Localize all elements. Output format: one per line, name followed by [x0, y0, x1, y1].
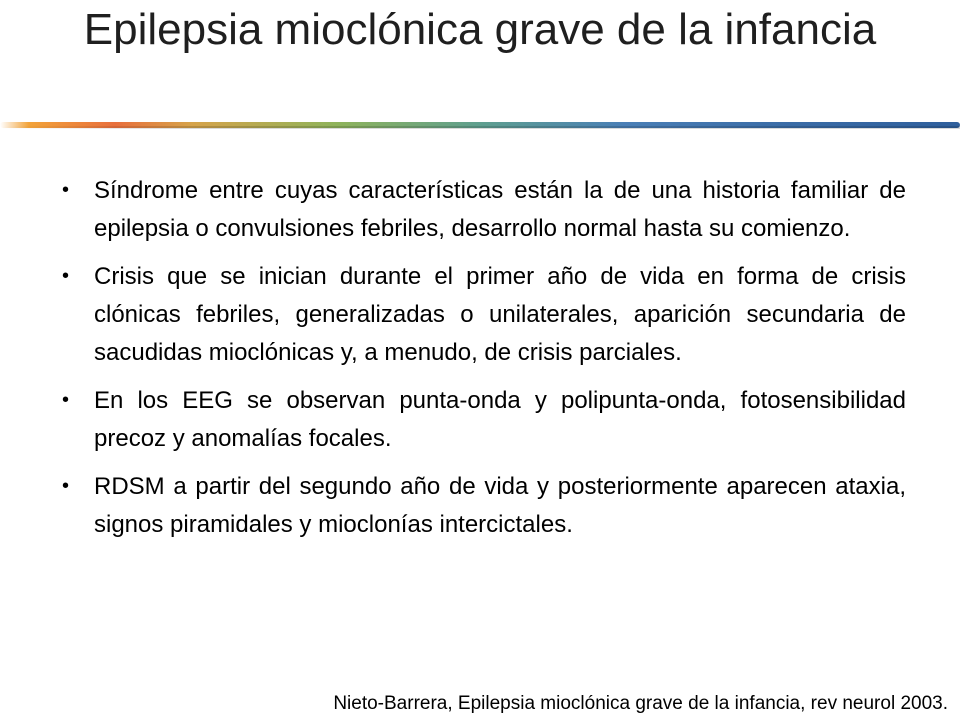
bullet-item: [60, 172, 906, 248]
bullet-dot-icon: •: [62, 265, 70, 287]
title-underline-shadow: [0, 126, 960, 129]
bullet-dot-icon: •: [62, 179, 70, 201]
bullet-text: RDSM a partir del segundo año de vida y posteriormente aparecen ataxia, signos piramidales y mioclonías intercictales.: [94, 473, 906, 538]
bullet-dot-icon: •: [62, 389, 70, 411]
bullet-item: [60, 382, 906, 458]
bullet-list: [60, 172, 906, 554]
citation: Nieto-Barrera, Epilepsia mioclónica grave de la infancia, rev neurol 2003.: [333, 693, 948, 714]
bullet-text: Crisis que se inician durante el primer año de vida en forma de crisis clónicas febriles, generalizadas o unilaterales, aparición secundaria de sacudidas mioclónicas y, a menudo, de crisis parciales.: [94, 263, 906, 366]
bullet-text: Síndrome entre cuyas características están la de una historia familiar de epilepsia o convulsiones febriles, desarrollo normal hasta su comienzo.: [94, 177, 906, 242]
title-underline-bar: [0, 120, 960, 130]
bullet-item: [60, 468, 906, 544]
slide-title: Epilepsia mioclónica grave de la infancia: [83, 5, 877, 54]
bullet-dot-icon: •: [62, 475, 70, 497]
bullet-text: En los EEG se observan punta-onda y polipunta-onda, fotosensibilidad precoz y anomalías focales.: [94, 387, 906, 452]
bullet-item: [60, 258, 906, 372]
